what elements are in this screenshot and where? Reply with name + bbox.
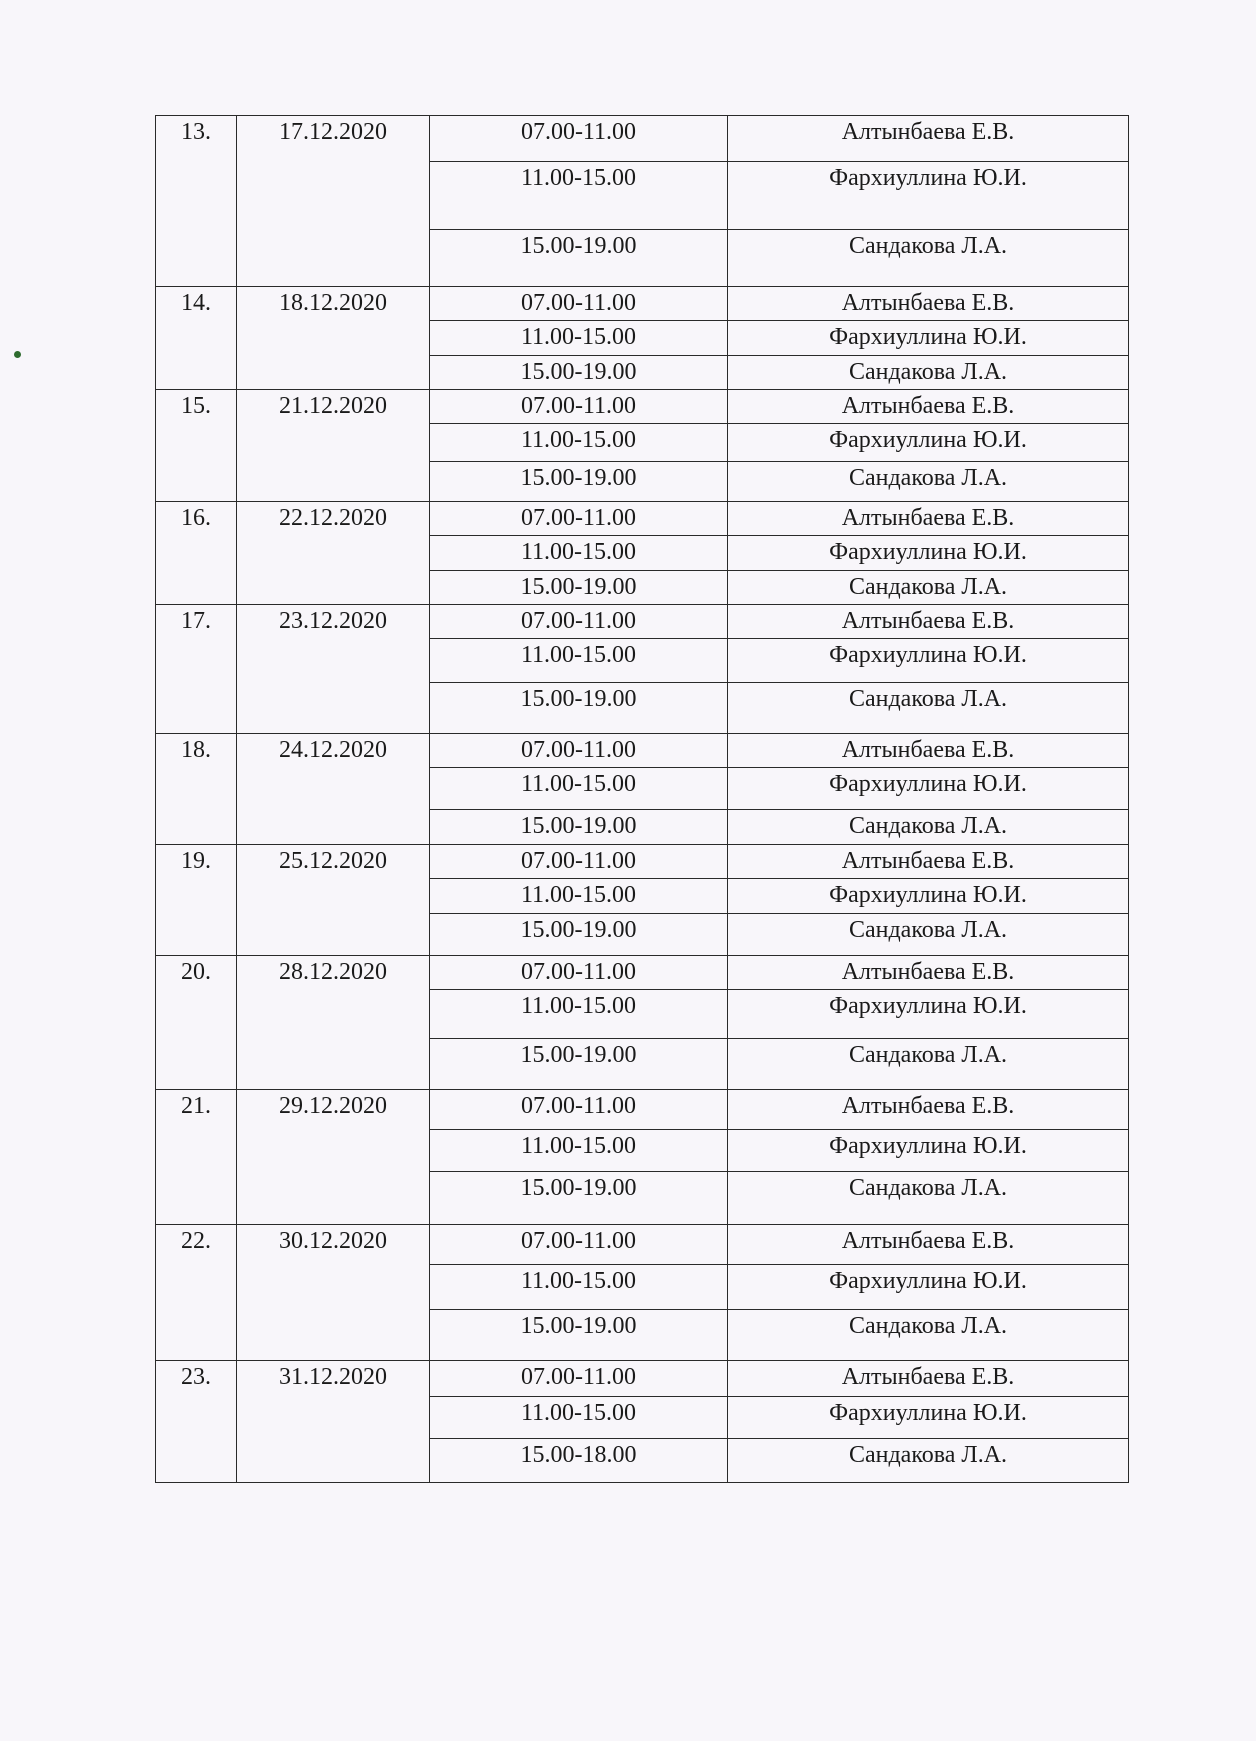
row-number: 19. (156, 845, 237, 956)
shift-time: 11.00-15.00 (430, 321, 728, 356)
row-number: 22. (156, 1225, 237, 1361)
staff-name: Фархиуллина Ю.И. (728, 162, 1129, 230)
row-date: 23.12.2020 (237, 605, 430, 734)
shift-time: 07.00-11.00 (430, 956, 728, 990)
shift-time: 07.00-11.00 (430, 1361, 728, 1397)
shift-time: 07.00-11.00 (430, 1090, 728, 1130)
staff-name: Алтынбаева Е.В. (728, 1090, 1129, 1130)
shift-time: 11.00-15.00 (430, 162, 728, 230)
schedule-body (156, 116, 1129, 1483)
row-number: 14. (156, 287, 237, 390)
staff-name: Сандакова Л.А. (728, 914, 1129, 956)
shift-time: 07.00-11.00 (430, 287, 728, 321)
staff-name: Алтынбаева Е.В. (728, 390, 1129, 424)
staff-name: Фархиуллина Ю.И. (728, 639, 1129, 683)
scan-speck (14, 351, 21, 358)
staff-name: Фархиуллина Ю.И. (728, 424, 1129, 462)
staff-name: Сандакова Л.А. (728, 230, 1129, 287)
staff-name: Сандакова Л.А. (728, 683, 1129, 734)
shift-time: 11.00-15.00 (430, 990, 728, 1039)
staff-name: Фархиуллина Ю.И. (728, 321, 1129, 356)
shift-time: 07.00-11.00 (430, 116, 728, 162)
schedule-row (156, 734, 1129, 768)
shift-time: 15.00-19.00 (430, 1172, 728, 1225)
schedule-row (156, 845, 1129, 879)
staff-name: Алтынбаева Е.В. (728, 734, 1129, 768)
row-number: 17. (156, 605, 237, 734)
staff-name: Сандакова Л.А. (728, 810, 1129, 845)
shift-time: 07.00-11.00 (430, 390, 728, 424)
duty-schedule-table (155, 115, 1129, 1483)
shift-time: 07.00-11.00 (430, 502, 728, 536)
row-date: 25.12.2020 (237, 845, 430, 956)
shift-time: 15.00-19.00 (430, 571, 728, 605)
row-number: 15. (156, 390, 237, 502)
staff-name: Сандакова Л.А. (728, 1310, 1129, 1361)
shift-time: 15.00-19.00 (430, 914, 728, 956)
row-number: 18. (156, 734, 237, 845)
staff-name: Фархиуллина Ю.И. (728, 990, 1129, 1039)
shift-time: 11.00-15.00 (430, 1397, 728, 1439)
staff-name: Алтынбаева Е.В. (728, 502, 1129, 536)
shift-time: 11.00-15.00 (430, 536, 728, 571)
shift-time: 15.00-18.00 (430, 1439, 728, 1483)
shift-time: 11.00-15.00 (430, 1265, 728, 1310)
schedule-row (156, 390, 1129, 424)
staff-name: Фархиуллина Ю.И. (728, 1130, 1129, 1172)
row-date: 30.12.2020 (237, 1225, 430, 1361)
shift-time: 15.00-19.00 (430, 230, 728, 287)
shift-time: 15.00-19.00 (430, 810, 728, 845)
shift-time: 15.00-19.00 (430, 356, 728, 390)
staff-name: Алтынбаева Е.В. (728, 1361, 1129, 1397)
staff-name: Фархиуллина Ю.И. (728, 768, 1129, 810)
shift-time: 11.00-15.00 (430, 424, 728, 462)
staff-name: Алтынбаева Е.В. (728, 956, 1129, 990)
staff-name: Сандакова Л.А. (728, 1439, 1129, 1483)
row-date: 22.12.2020 (237, 502, 430, 605)
staff-name: Алтынбаева Е.В. (728, 845, 1129, 879)
row-date: 17.12.2020 (237, 116, 430, 287)
schedule-row (156, 1090, 1129, 1130)
row-date: 28.12.2020 (237, 956, 430, 1090)
shift-time: 07.00-11.00 (430, 605, 728, 639)
schedule-row (156, 502, 1129, 536)
row-date: 29.12.2020 (237, 1090, 430, 1225)
schedule-row (156, 1225, 1129, 1265)
staff-name: Сандакова Л.А. (728, 356, 1129, 390)
schedule-row (156, 116, 1129, 162)
row-number: 23. (156, 1361, 237, 1483)
staff-name: Сандакова Л.А. (728, 571, 1129, 605)
staff-name: Фархиуллина Ю.И. (728, 879, 1129, 914)
row-date: 24.12.2020 (237, 734, 430, 845)
staff-name: Сандакова Л.А. (728, 1172, 1129, 1225)
staff-name: Фархиуллина Ю.И. (728, 536, 1129, 571)
staff-name: Алтынбаева Е.В. (728, 287, 1129, 321)
shift-time: 15.00-19.00 (430, 1310, 728, 1361)
schedule-row (156, 1361, 1129, 1397)
row-number: 20. (156, 956, 237, 1090)
row-date: 21.12.2020 (237, 390, 430, 502)
shift-time: 07.00-11.00 (430, 845, 728, 879)
shift-time: 07.00-11.00 (430, 734, 728, 768)
staff-name: Алтынбаева Е.В. (728, 116, 1129, 162)
schedule-row (156, 956, 1129, 990)
shift-time: 15.00-19.00 (430, 1039, 728, 1090)
row-date: 31.12.2020 (237, 1361, 430, 1483)
shift-time: 11.00-15.00 (430, 639, 728, 683)
shift-time: 15.00-19.00 (430, 683, 728, 734)
schedule-row (156, 605, 1129, 639)
row-number: 21. (156, 1090, 237, 1225)
staff-name: Алтынбаева Е.В. (728, 1225, 1129, 1265)
shift-time: 11.00-15.00 (430, 768, 728, 810)
shift-time: 07.00-11.00 (430, 1225, 728, 1265)
shift-time: 11.00-15.00 (430, 879, 728, 914)
staff-name: Фархиуллина Ю.И. (728, 1265, 1129, 1310)
staff-name: Сандакова Л.А. (728, 462, 1129, 502)
staff-name: Фархиуллина Ю.И. (728, 1397, 1129, 1439)
schedule-row (156, 287, 1129, 321)
shift-time: 11.00-15.00 (430, 1130, 728, 1172)
shift-time: 15.00-19.00 (430, 462, 728, 502)
row-number: 13. (156, 116, 237, 287)
staff-name: Сандакова Л.А. (728, 1039, 1129, 1090)
staff-name: Алтынбаева Е.В. (728, 605, 1129, 639)
row-number: 16. (156, 502, 237, 605)
row-date: 18.12.2020 (237, 287, 430, 390)
